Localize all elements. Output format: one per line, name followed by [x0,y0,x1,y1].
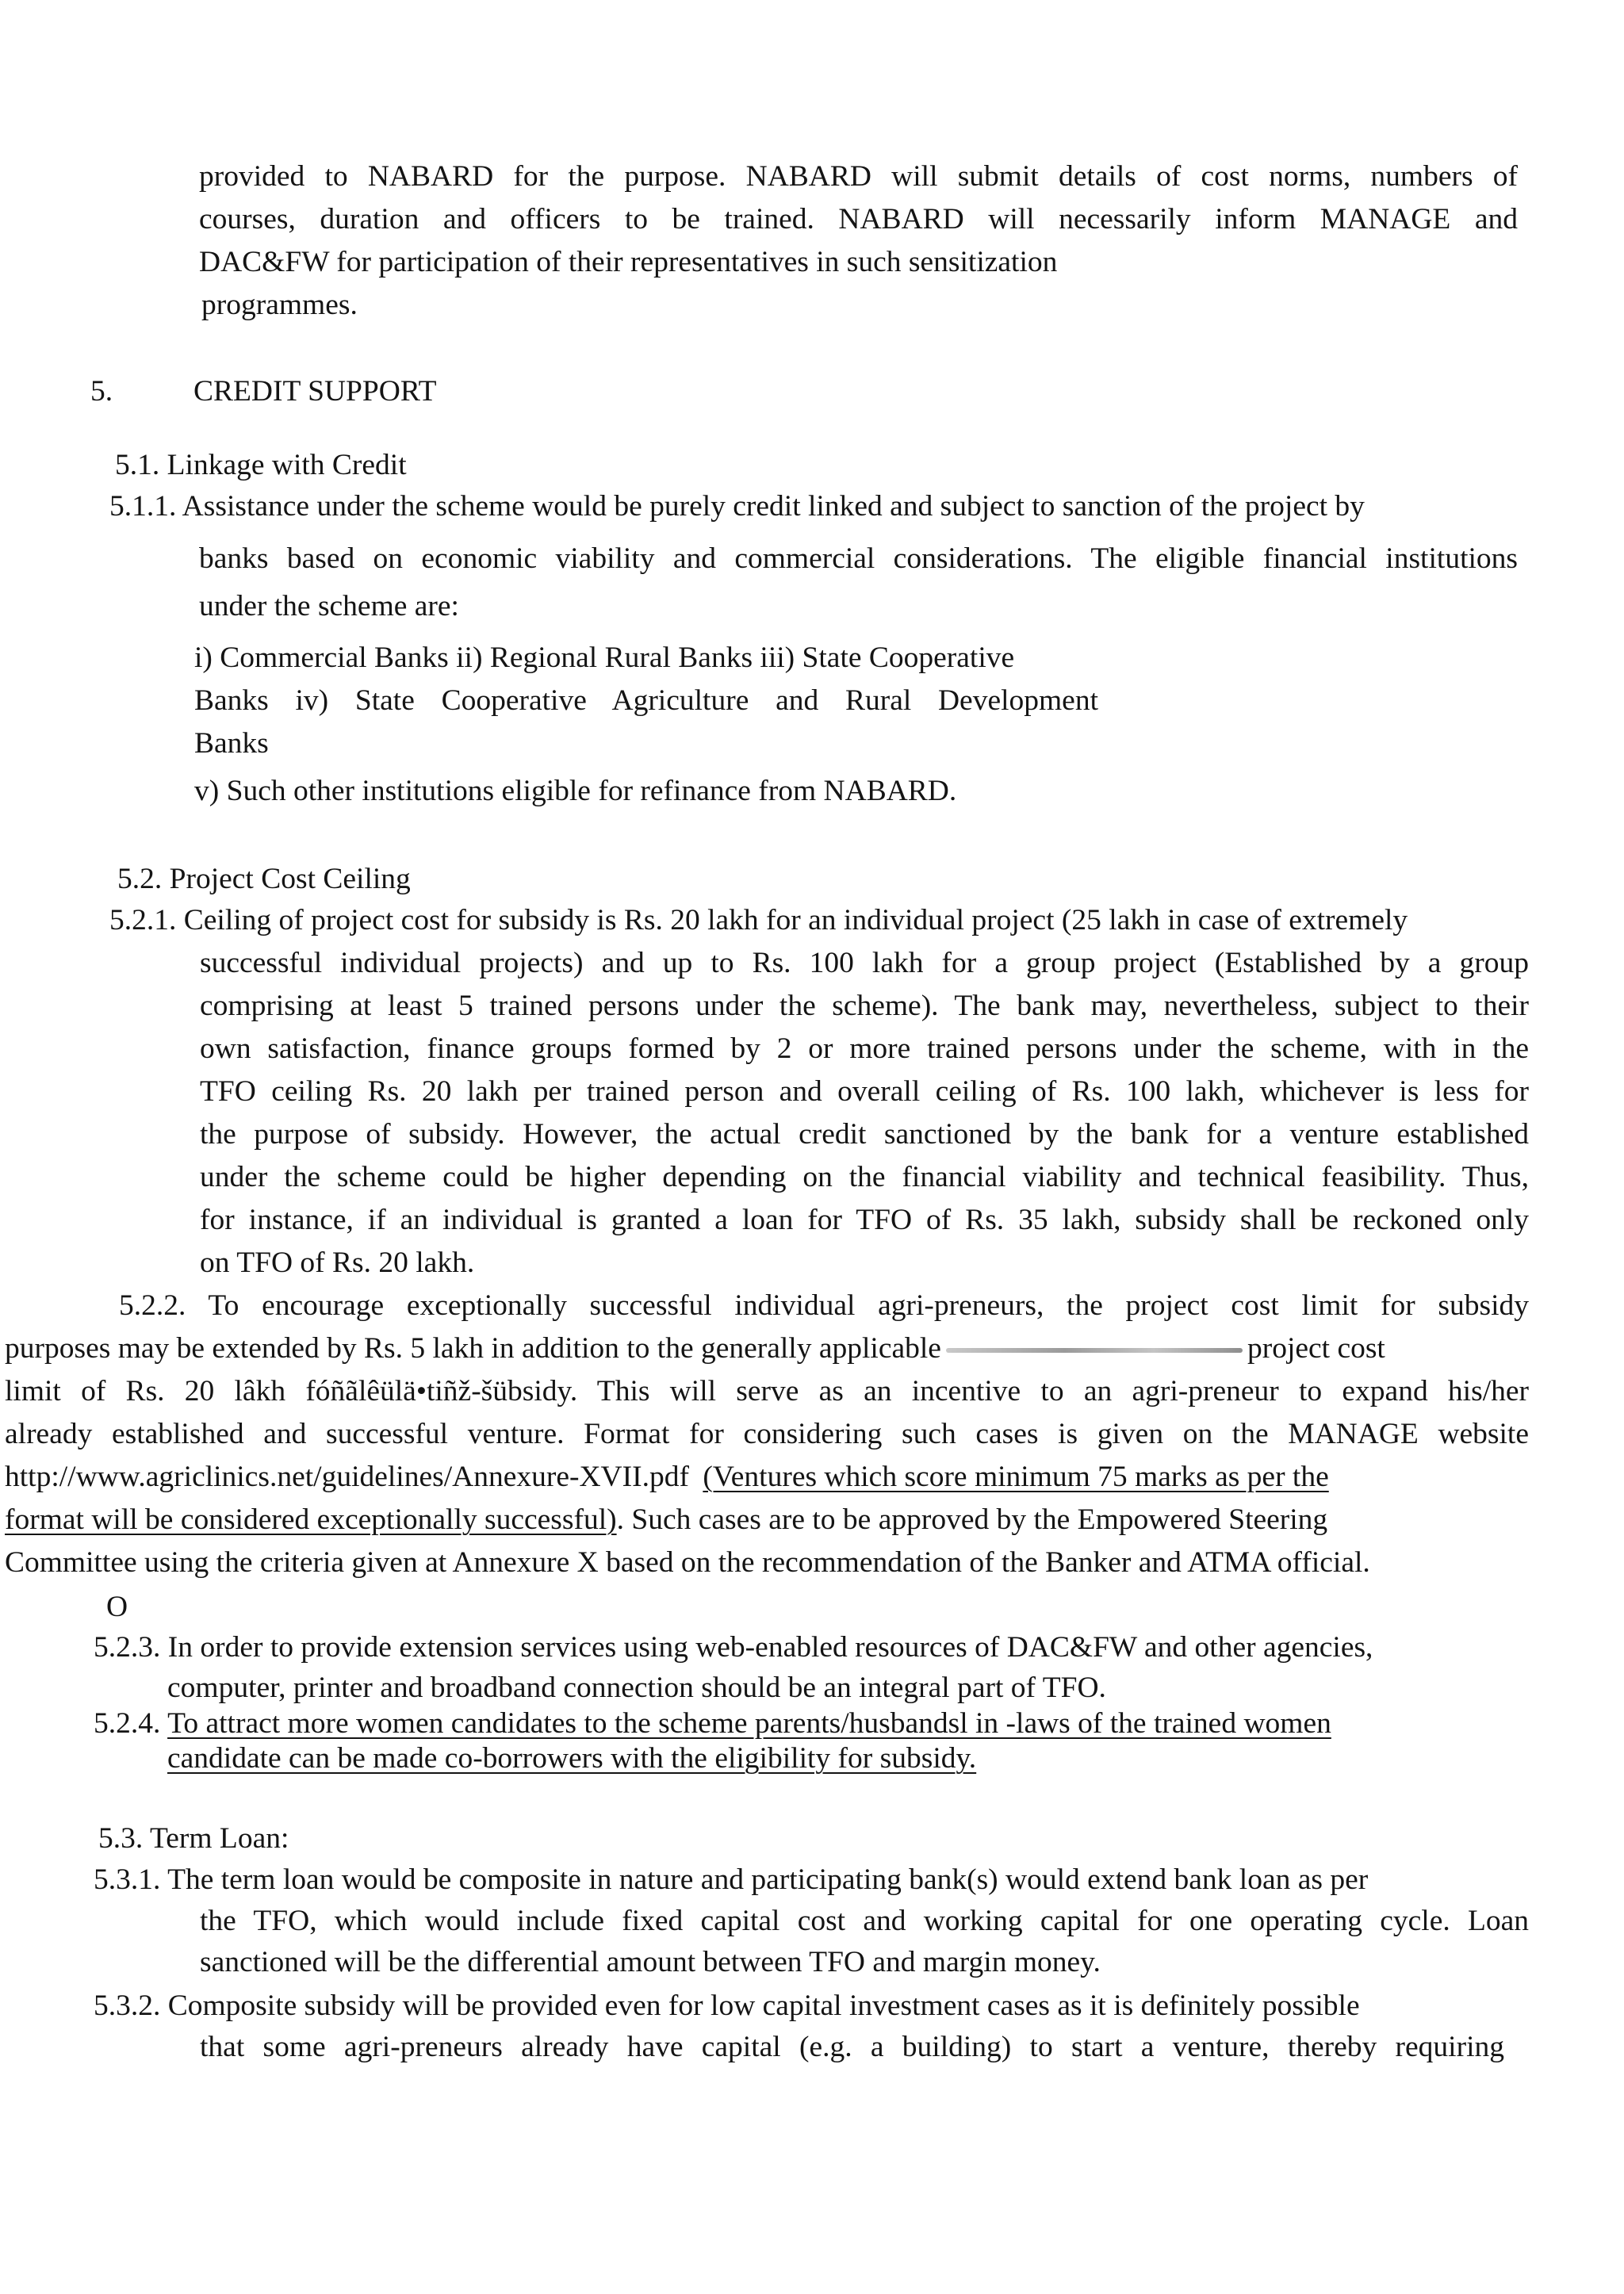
section-title: CREDIT SUPPORT [193,375,437,408]
paragraph-5-3-1 [94,1859,1529,1901]
paragraph-line [5,1327,1529,1370]
paragraph-line: under the scheme are: [199,590,459,622]
paragraph-line: for instance, if an individual is granted a loan for TFO of Rs. 35 lakh, subsidy shall be reckoned only [200,1204,1529,1236]
institutions-line: v) Such other institutions eligible for refinance from NABARD. [194,775,957,807]
paragraph-line: Committee using the criteria given at Annexure X based on the recommendation of the Banker and ATMA official. [5,1546,1370,1579]
underlined-text: To attract more women candidates to the scheme parents/husbandsl in -laws of the trained women [167,1707,1331,1740]
scribble-mark [946,1348,1243,1353]
paragraph-line: own satisfaction, finance groups formed by 2 or more trained persons under the scheme, with in the [200,1032,1529,1065]
paragraph-line: limit of Rs. 20 lâkh fóñãlêülä•tiñž-šübsidy. This will serve as an incentive to an agri-preneur to expand his/her [5,1375,1529,1407]
institutions-line: Banks iv) State Cooperative Agriculture and Rural Development [194,684,1098,717]
underlined-text: format will be considered exceptionally successful) [5,1503,617,1536]
paragraph-line: the purpose of subsidy. However, the actual credit sanctioned by the bank for a venture established [200,1118,1529,1151]
paragraph-line: 5.3.2. Composite subsidy will be provided even for low capital investment cases as it is definitely possible [94,1990,1360,2022]
paragraph-5-3-2-cont [200,2027,1504,2068]
paragraph-line: 5.1.1. Assistance under the scheme would be purely credit linked and subject to sanction of the project by [109,490,1365,523]
heading-5-2: 5.2. Project Cost Ceiling [117,863,411,895]
paragraph-line: sanctioned will be the differential amount between TFO and margin money. [200,1946,1101,1978]
paragraph-line: banks based on economic viability and commercial considerations. The eligible financial institutions [199,542,1518,575]
underlined-text: (Ventures which score minimum 75 marks as per the [703,1461,1329,1493]
paragraph-5-3-1-cont [200,1901,1529,1983]
paragraph-line: successful individual projects) and up to Rs. 100 lakh for a group project (Established by a group [200,947,1529,979]
heading-5-3: 5.3. Term Loan: [98,1822,289,1855]
paragraph-line: 5.3.1. The term loan would be composite in nature and participating bank(s) would extend bank loan as per [94,1863,1369,1896]
heading-5-1: 5.1. Linkage with Credit [115,449,407,481]
paragraph-line [5,1499,1529,1541]
paragraph-line: TFO ceiling Rs. 20 lakh per trained person and overall ceiling of Rs. 100 lakh, whichever is less for [200,1075,1529,1108]
section-number: 5. [90,375,113,408]
paragraph-5-1-1 [109,485,1518,528]
intro-line: DAC&FW for participation of their representatives in such sensitization [199,246,1058,278]
paragraph-5-2-3 [94,1627,1529,1708]
paragraph-line [5,1456,1529,1499]
paragraph-line: the TFO, which would include fixed capital cost and working capital for one operating cycle. Loan [200,1905,1529,1937]
paragraph-line: that some agri-preneurs already have capital (e.g. a building) to start a venture, thereby requiring [200,2031,1504,2063]
paragraph-line: 5.2.1. Ceiling of project cost for subsidy is Rs. 20 lakh for an individual project (25 lakh in case of extremely [109,904,1408,936]
paragraph-line [94,1706,1529,1741]
paragraph-5-3-2 [94,1986,1529,2027]
intro-paragraph [199,155,1518,327]
paragraph-5-2-2-body [5,1327,1529,1584]
paragraph-fragment: project cost [1247,1332,1385,1365]
stray-mark: O [106,1591,128,1623]
intro-line: programmes. [201,289,358,321]
paragraph-number: 5.2.4. [94,1707,161,1740]
paragraph-5-2-1 [109,899,1529,942]
paragraph-5-2-1-cont [200,942,1529,1285]
section-5-heading [90,370,437,413]
paragraph-line: computer, printer and broadband connection should be an integral part of TFO. [167,1672,1106,1704]
paragraph-5-2-2 [119,1285,1529,1327]
manage-url[interactable]: http://www.agriclinics.net/guidelines/Annexure-XVII.pdf [5,1461,689,1493]
paragraph-line: 5.2.2. To encourage exceptionally successful individual agri-preneurs, the project cost limit for subsidy [119,1289,1529,1322]
intro-line: provided to NABARD for the purpose. NABARD will submit details of cost norms, numbers of [199,160,1518,193]
paragraph-line: already established and successful venture. Format for considering such cases is given on the MANAGE website [5,1418,1529,1450]
paragraph-5-1-1-cont [199,535,1518,630]
institutions-list [194,637,1098,813]
institutions-line: Banks [194,727,269,760]
paragraph-line: under the scheme could be higher depending on the financial viability and technical feasibility. Thus, [200,1161,1529,1193]
underlined-text: candidate can be made co-borrowers with the eligibility for subsidy. [167,1742,977,1775]
intro-line: courses, duration and officers to be trained. NABARD will necessarily inform MANAGE and [199,203,1518,236]
paragraph-fragment: . Such cases are to be approved by the Empowered Steering [616,1503,1328,1536]
institutions-line: i) Commercial Banks ii) Regional Rural Banks iii) State Cooperative [194,641,1015,674]
paragraph-5-2-4 [94,1706,1529,1776]
paragraph-line: 5.2.3. In order to provide extension services using web-enabled resources of DAC&FW and other agencies, [94,1631,1373,1664]
paragraph-fragment: purposes may be extended by Rs. 5 lakh in addition to the generally applicable [5,1332,941,1365]
paragraph-line: comprising at least 5 trained persons under the scheme). The bank may, nevertheless, subject to their [200,990,1529,1022]
paragraph-line: on TFO of Rs. 20 lakh. [200,1247,475,1279]
